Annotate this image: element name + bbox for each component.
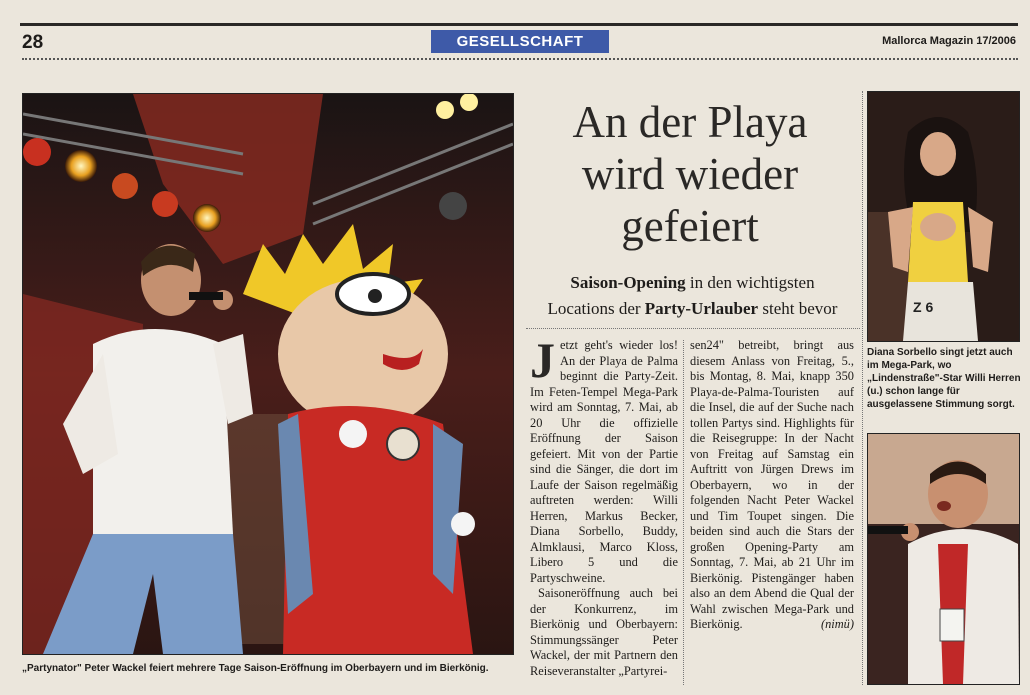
col2-paragraph-1: sen24" betreibt, bringt aus diesem Anlass von Freitag, 5., bis Montag, 8. Mai, knapp 350 Playa-de-Palma-Touristen auf die Insel, die auf der Suche nach tollen Partys sind. Highlights für die Reisegruppe: In der Nacht von Freitag auf Samstag ein Auftritt von Jürgen Drews im Oberbayern, wo in der folgenden Nacht Peter Wackel und Tim Toupet singen. Die beiden sind auch die Stars der großen Opening-Party am Sonntag, 7. Mai, ab 21 Uhr im Bierkönig. Pistengänger haben also an dem Abend die Qual der Wahl zwischen Mega-Park und Bierkönig. — [690, 338, 854, 631]
main-photo — [22, 93, 514, 655]
article-column-2 — [690, 338, 854, 633]
article-headline — [520, 96, 860, 252]
section-label: GESELLSCHAFT — [431, 30, 609, 53]
subhead-bold-1: Saison-Opening — [570, 273, 686, 292]
headline-line-3: gefeiert — [621, 201, 759, 251]
subhead-text-2: Locations der — [547, 299, 645, 318]
header-dotted-rule — [22, 58, 1018, 60]
magazine-issue: Mallorca Magazin 17/2006 — [882, 35, 1016, 47]
article-column-1 — [530, 332, 678, 679]
diana-illustration — [868, 92, 1019, 341]
diana-sorbello-photo — [867, 91, 1020, 342]
subhead-bold-2: Party-Urlauber — [644, 299, 759, 318]
headline-line-2: wird wieder — [581, 149, 799, 199]
author-initials: (nimü) — [820, 617, 854, 631]
subhead-rule — [526, 328, 860, 329]
page-number: 28 — [22, 32, 44, 53]
drop-cap: J — [530, 332, 555, 388]
svg-text:Z 6: Z 6 — [913, 299, 934, 315]
subhead-text-1: in den wichtigsten — [685, 273, 815, 292]
column-divider — [683, 340, 684, 685]
willi-herren-photo — [867, 433, 1020, 685]
side-photos-caption: Diana Sorbello singt jetzt auch im Mega-Park, wo „Lindenstraße"-Star Willi Herren (u.) schon lange für ausgelassene Stimmung sorgt. — [867, 347, 1021, 410]
header-rule — [20, 23, 1018, 26]
article-subhead — [520, 270, 865, 322]
willi-illustration — [868, 434, 1019, 684]
sidebar-divider — [862, 91, 863, 685]
col1-paragraph-1: etzt geht's wieder los! An der Playa de Palma beginnt die Party-Zeit. Im Feten-Tempel Mega-Park wird am Sonntag, 7. Mai, ab 20 Uhr die offizielle Eröffnung der Saison gefeiert. Mit von der Partie sind die Sänger, die dort im Laufe der Saison regelmäßig auftreten werden: Willi Herren, Markus Becker, Diana Sorbello, Buddy, Almklausi, Marco Kloss, Libero 5 und die Partyschweine. — [530, 338, 678, 585]
stage-illustration — [23, 94, 513, 654]
main-photo-caption: „Partynator" Peter Wackel feiert mehrere Tage Saison-Eröffnung im Oberbayern und im Bierkönig. — [22, 663, 489, 674]
col1-paragraph-2: Saisoneröffnung auch bei der Konkurrenz, im Bierkönig und Oberbayern: Stimmungssänger Peter Wackel, der mit Partnern den Reiseveranstalter „Partyrei- — [530, 586, 678, 678]
headline-line-1: An der Playa — [572, 97, 808, 147]
subhead-text-3: steht bevor — [758, 299, 838, 318]
